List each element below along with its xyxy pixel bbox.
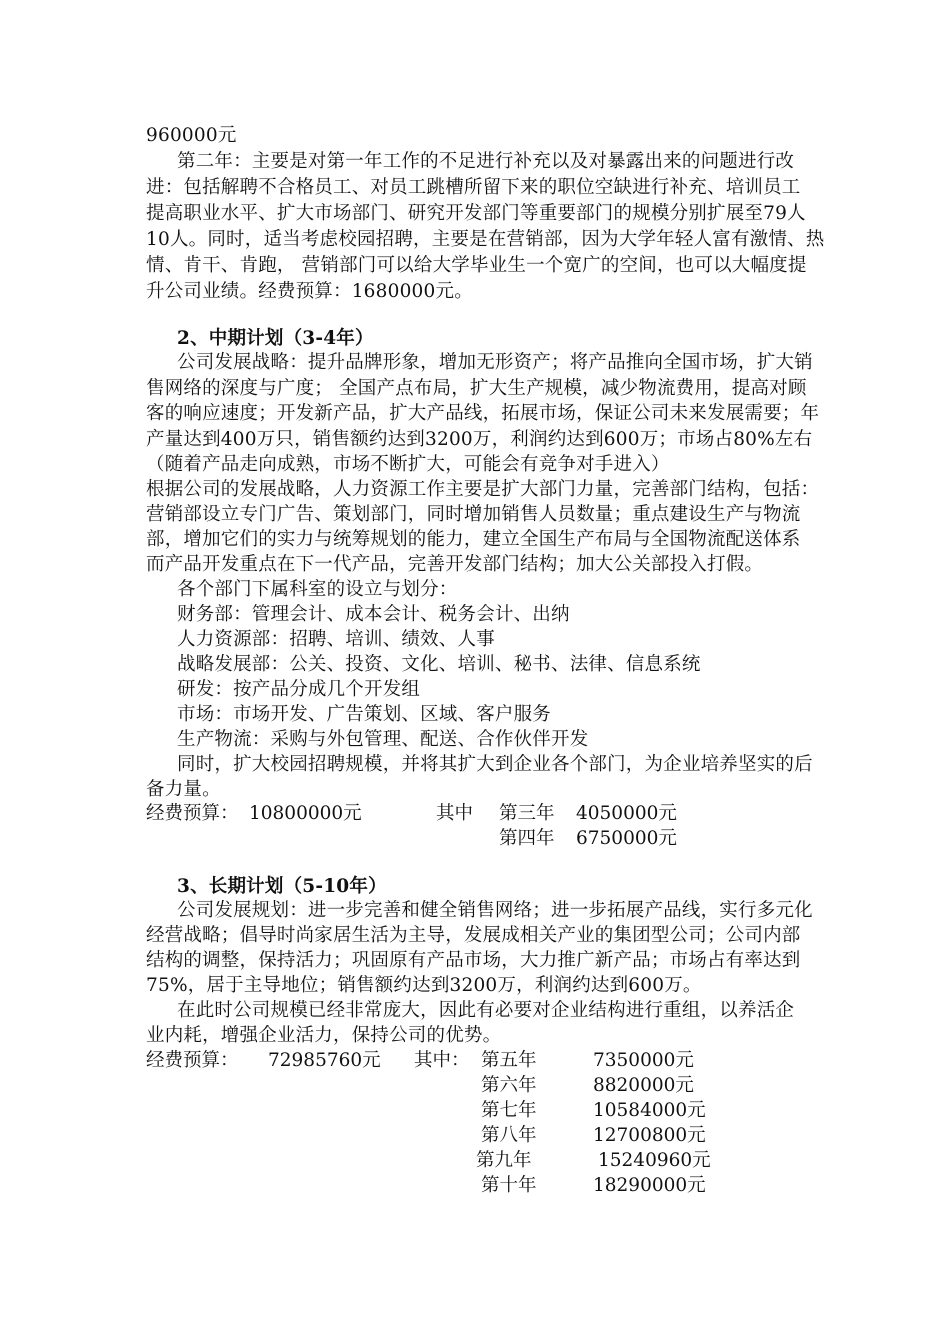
text-line: 各个部门下属科室的设立与划分：	[177, 579, 458, 600]
budget-label: 经费预算：	[146, 803, 239, 824]
text-line: 产量达到400万只，销售额约达到3200万，利润约达到600万；市场占80%左右	[146, 429, 813, 450]
text-line: 客的响应速度；开发新产品，扩大产品线，拓展市场，保证公司未来发展需要；年	[146, 403, 820, 424]
text-line: 960000元	[146, 125, 237, 146]
text-line: （随着产品走向成熟，市场不断扩大，可能会有竞争对手进入）	[146, 454, 670, 475]
budget-row	[0, 1148, 950, 1174]
text-line: 而产品开发重点在下一代产品，完善开发部门结构；加大公关部投入打假。	[146, 554, 764, 575]
budget-row	[0, 826, 950, 852]
text-line: 业内耗，增强企业活力，保持公司的优势。	[146, 1025, 502, 1046]
budget-year: 第三年	[499, 803, 555, 824]
budget-amount: 12700800元	[593, 1125, 706, 1146]
budget-year: 第十年	[481, 1175, 537, 1196]
text-line: 部，增加它们的实力与统筹规划的能力，建立全国生产布局与全国物流配送体系	[146, 529, 801, 550]
text-line: 10人。同时，适当考虑校园招聘，主要是在营销部，因为大学年轻人富有激情、热	[146, 229, 825, 250]
budget-amount: 15240960元	[598, 1150, 711, 1171]
budget-total: 10800000元	[249, 803, 362, 824]
section-heading-mid-term: 2、中期计划（3-4年）	[177, 328, 374, 349]
budget-year: 第九年	[476, 1150, 532, 1171]
text-line: 市场：市场开发、广告策划、区域、客户服务	[177, 704, 552, 725]
text-line: 经营战略；倡导时尚家居生活为主导，发展成相关产业的集团型公司；公司内部	[146, 925, 801, 946]
budget-year: 第八年	[481, 1125, 537, 1146]
text-line: 公司发展规划：进一步完善和健全销售网络；进一步拓展产品线，实行多元化	[177, 900, 813, 921]
text-line: 根据公司的发展战略，人力资源工作主要是扩大部门力量，完善部门结构，包括：	[146, 479, 820, 500]
budget-total: 72985760元	[268, 1050, 381, 1071]
text-line: 75%，居于主导地位；销售额约达到3200万，利润约达到600万。	[146, 975, 702, 996]
text-line: 同时，扩大校园招聘规模，并将其扩大到企业各个部门，为企业培养坚实的后	[177, 754, 813, 775]
budget-of-which: 其中：	[414, 1050, 470, 1071]
text-line: 公司发展战略：提升品牌形象，增加无形资产；将产品推向全国市场，扩大销	[177, 352, 813, 373]
budget-year: 第五年	[481, 1050, 537, 1071]
budget-label: 经费预算：	[146, 1050, 239, 1071]
text-line: 备力量。	[146, 779, 221, 800]
budget-row	[0, 1073, 950, 1099]
text-line: 营销部设立专门广告、策划部门，同时增加销售人员数量；重点建设生产与物流	[146, 504, 801, 525]
budget-year: 第六年	[481, 1075, 537, 1096]
budget-of-which: 其中	[436, 803, 474, 824]
budget-year: 第四年	[499, 828, 555, 849]
text-line: 在此时公司规模已经非常庞大，因此有必要对企业结构进行重组，以养活企	[177, 1000, 795, 1021]
text-line: 售网络的深度与广度； 全国产点布局，扩大生产规模，减少物流费用，提高对顾	[146, 378, 807, 399]
text-line: 第二年：主要是对第一年工作的不足进行补充以及对暴露出来的问题进行改	[177, 151, 795, 172]
budget-amount: 4050000元	[576, 803, 677, 824]
budget-amount: 7350000元	[593, 1050, 694, 1071]
text-line: 生产物流：采购与外包管理、配送、合作伙伴开发	[177, 729, 589, 750]
budget-long-term	[0, 1048, 950, 1074]
budget-row	[0, 1098, 950, 1124]
text-line: 升公司业绩。经费预算：1680000元。	[146, 281, 473, 302]
budget-year: 第七年	[481, 1100, 537, 1121]
text-line: 结构的调整，保持活力；巩固原有产品市场，大力推广新产品；市场占有率达到	[146, 950, 801, 971]
budget-amount: 6750000元	[576, 828, 677, 849]
section-heading-long-term: 3、长期计划（5-10年）	[177, 876, 387, 897]
budget-mid-term	[0, 801, 950, 827]
text-line: 提高职业水平、扩大市场部门、研究开发部门等重要部门的规模分别扩展至79人	[146, 203, 806, 224]
text-line: 人力资源部：招聘、培训、绩效、人事	[177, 629, 495, 650]
text-line: 财务部：管理会计、成本会计、税务会计、出纳	[177, 604, 570, 625]
budget-amount: 18290000元	[593, 1175, 706, 1196]
text-line: 进：包括解聘不合格员工、对员工跳槽所留下来的职位空缺进行补充、培训员工	[146, 177, 801, 198]
budget-row	[0, 1123, 950, 1149]
budget-row	[0, 1173, 950, 1199]
budget-amount: 10584000元	[593, 1100, 706, 1121]
text-line: 情、肯干、肯跑， 营销部门可以给大学毕业生一个宽广的空间，也可以大幅度提	[146, 255, 807, 276]
text-line: 研发：按产品分成几个开发组	[177, 679, 421, 700]
text-line: 战略发展部：公关、投资、文化、培训、秘书、法律、信息系统	[177, 654, 701, 675]
budget-amount: 8820000元	[593, 1075, 694, 1096]
